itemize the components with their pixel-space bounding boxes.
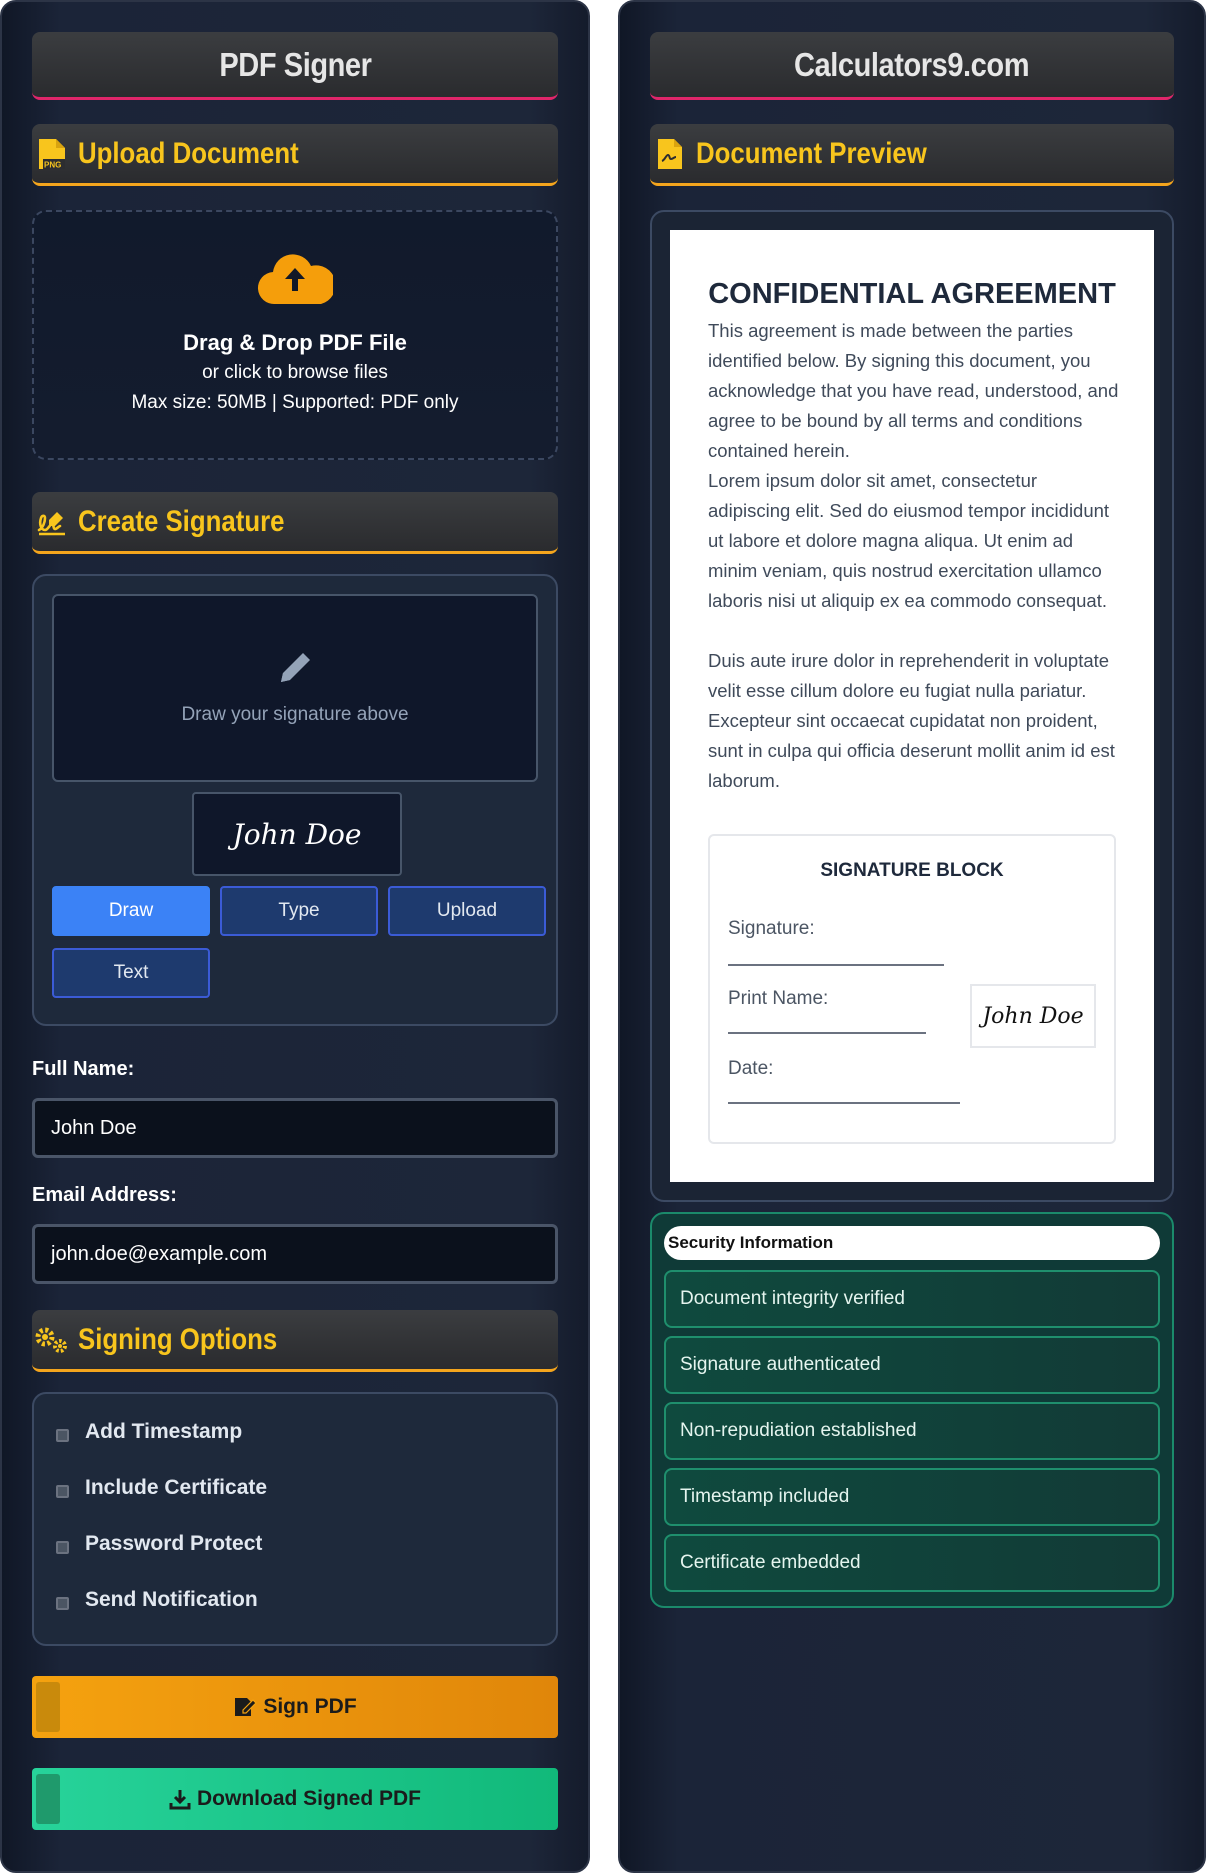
file-drop-zone[interactable] bbox=[32, 210, 558, 460]
document-preview-frame bbox=[650, 210, 1174, 1202]
document-paragraph: Duis aute irure dolor in reprehenderit in voluptate velit esse cillum dolore eu fugiat nulla pariatur. Excepteur sint occaecat cupidatat non proident, sunt in culpa qui officia deserunt mollit anim id est laborum. bbox=[708, 650, 1115, 791]
signature-field-label: Signature: bbox=[728, 918, 815, 939]
download-label: Download Signed PDF bbox=[197, 1787, 421, 1810]
full-name-label: Full Name: bbox=[32, 1058, 135, 1080]
security-item: Non-repudiation established bbox=[664, 1402, 1160, 1460]
document-paragraph: This agreement is made between the parties identified below. By signing this document, you acknowledge that you have read, understood, and agree to be bound by all terms and conditions contained herein. bbox=[708, 320, 1119, 461]
mode-type-button[interactable]: Type bbox=[220, 886, 378, 936]
signer-panel bbox=[0, 0, 590, 1873]
checkbox[interactable] bbox=[56, 1485, 69, 1498]
security-info-card bbox=[650, 1212, 1174, 1608]
print-name-line bbox=[728, 1032, 926, 1034]
preview-section-header bbox=[650, 124, 1174, 186]
drop-limits: Max size: 50MB | Supported: PDF only bbox=[131, 392, 459, 413]
document-title: CONFIDENTIAL AGREEMENT bbox=[708, 278, 1116, 310]
pencil-icon bbox=[275, 648, 315, 693]
preview-section-title: Document Preview bbox=[696, 136, 927, 170]
checkbox[interactable] bbox=[56, 1597, 69, 1610]
security-item: Document integrity verified bbox=[664, 1270, 1160, 1328]
signature-draw-canvas[interactable] bbox=[52, 594, 538, 782]
option-password[interactable] bbox=[56, 1532, 262, 1556]
site-title: Calculators9.com bbox=[794, 45, 1030, 83]
draw-hint: Draw your signature above bbox=[181, 704, 409, 725]
file-png-icon bbox=[32, 137, 72, 171]
upload-section-header bbox=[32, 124, 558, 186]
option-label: Password Protect bbox=[85, 1532, 263, 1555]
signature-preview: John Doe bbox=[192, 792, 402, 876]
signature-block bbox=[708, 834, 1116, 1144]
document-page bbox=[670, 230, 1154, 1182]
signature-line bbox=[728, 964, 944, 966]
gears-icon bbox=[32, 1325, 72, 1355]
app-title: PDF Signer bbox=[218, 45, 372, 83]
sign-pdf-label: Sign PDF bbox=[263, 1695, 357, 1718]
option-label: Send Notification bbox=[85, 1588, 258, 1611]
mode-text-button[interactable]: Text bbox=[52, 948, 210, 998]
document-paragraph: Lorem ipsum dolor sit amet, consectetur adipiscing elit. Sed do eiusmod tempor incididunt ut labore et dolore magna aliqua. Ut enim ad minim veniam, quis nostrud exercitation ullamco laboris nisi ut aliquip ex ea commodo consequat. bbox=[708, 470, 1110, 611]
security-item: Timestamp included bbox=[664, 1468, 1160, 1526]
button-accent bbox=[36, 1774, 60, 1824]
option-timestamp[interactable] bbox=[56, 1420, 242, 1444]
security-item: Signature authenticated bbox=[664, 1336, 1160, 1394]
cloud-upload-icon bbox=[257, 250, 333, 311]
email-label: Email Address: bbox=[32, 1184, 177, 1206]
date-label: Date: bbox=[728, 1058, 774, 1079]
signature-icon bbox=[32, 508, 72, 536]
app-title-bar bbox=[32, 32, 558, 100]
option-notification[interactable] bbox=[56, 1588, 258, 1612]
options-section-title: Signing Options bbox=[78, 1322, 278, 1356]
security-item: Certificate embedded bbox=[664, 1534, 1160, 1592]
preview-panel bbox=[618, 0, 1206, 1873]
placed-signature[interactable]: John Doe bbox=[970, 984, 1096, 1048]
checkbox[interactable] bbox=[56, 1541, 69, 1554]
svg-text:PNG: PNG bbox=[44, 160, 62, 169]
security-heading: Security Information bbox=[664, 1226, 1160, 1260]
drop-title: Drag & Drop PDF File bbox=[183, 330, 407, 355]
signature-card bbox=[32, 574, 558, 1026]
site-title-bar bbox=[650, 32, 1174, 100]
date-line bbox=[728, 1102, 960, 1104]
option-label: Include Certificate bbox=[85, 1476, 268, 1499]
mode-upload-button[interactable]: Upload bbox=[388, 886, 546, 936]
signing-options-list bbox=[32, 1392, 558, 1646]
signature-section-header bbox=[32, 492, 558, 554]
sign-edit-icon bbox=[233, 1696, 257, 1718]
mode-draw-button[interactable]: Draw bbox=[52, 886, 210, 936]
print-name-label: Print Name: bbox=[728, 988, 829, 1009]
upload-section-title: Upload Document bbox=[78, 136, 299, 170]
checkbox[interactable] bbox=[56, 1429, 69, 1442]
signature-block-title: SIGNATURE BLOCK bbox=[820, 860, 1004, 881]
full-name-input[interactable]: John Doe bbox=[32, 1098, 558, 1158]
download-icon bbox=[169, 1788, 191, 1810]
sign-pdf-button[interactable] bbox=[32, 1676, 558, 1738]
button-accent bbox=[36, 1682, 60, 1732]
option-label: Add Timestamp bbox=[85, 1420, 243, 1443]
signature-section-title: Create Signature bbox=[78, 504, 285, 538]
email-input[interactable]: john.doe@example.com bbox=[32, 1224, 558, 1284]
option-certificate[interactable] bbox=[56, 1476, 267, 1500]
drop-subtitle: or click to browse files bbox=[202, 362, 388, 383]
options-section-header bbox=[32, 1310, 558, 1372]
file-signature-icon bbox=[650, 137, 690, 171]
download-signed-button[interactable] bbox=[32, 1768, 558, 1830]
